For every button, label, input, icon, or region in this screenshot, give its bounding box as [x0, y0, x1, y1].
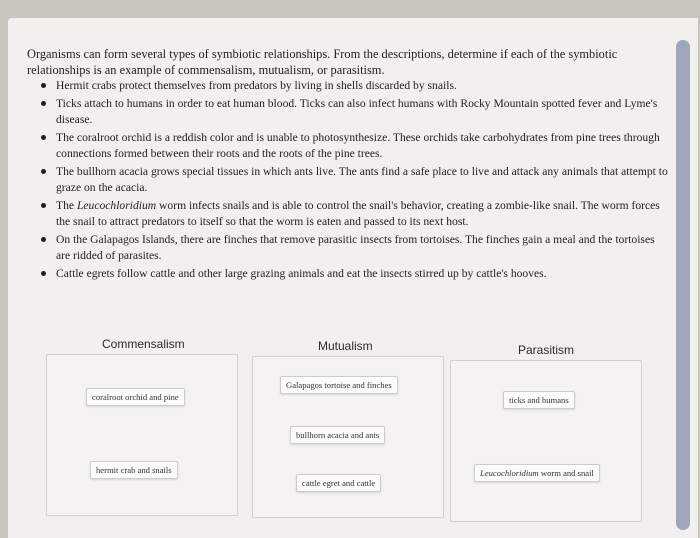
descriptions-list [40, 78, 670, 284]
list-item [40, 78, 670, 94]
card-cattle-egret[interactable]: cattle egret and cattle [296, 474, 381, 492]
card-ticks-humans[interactable]: ticks and humans [503, 391, 575, 409]
description-text: Cattle egrets follow cattle and other large grazing animals and eat the insects stirred up by cattle's hooves. [56, 267, 547, 280]
commensalism-dropzone[interactable] [46, 354, 238, 516]
list-item [40, 266, 670, 282]
list-item [40, 164, 670, 196]
description-text: On the Galapagos Islands, there are finches that remove parasitic insects from tortoises. The finches gain a meal and the tortoises are ridded of parasites. [56, 233, 655, 262]
list-item [40, 130, 670, 162]
mutualism-title: Mutualism [318, 339, 373, 353]
card-coralroot-orchid[interactable]: coralroot orchid and pine [86, 388, 185, 406]
parasitism-dropzone[interactable] [450, 360, 642, 522]
description-italic: Leucochloridium [76, 199, 157, 212]
card-galapagos-tortoise[interactable]: Galapagos tortoise and finches [280, 376, 398, 394]
description-text: The coralroot orchid is a reddish color and is unable to photosynthesize. These orchids take carbohydrates from pine trees through connections formed between their roots and the roots of the pine trees. [56, 131, 660, 160]
scrollbar[interactable] [676, 40, 690, 530]
description-text: Ticks attach to humans in order to eat human blood. Ticks can also infect humans with Rocky Mountain spotted fever and Lyme's disease. [56, 97, 658, 126]
list-item [40, 96, 670, 128]
instructions-text: Organisms can form several types of symbiotic relationships. From the descriptions, determine if each of the symbiotic relationships is an example of commensalism, mutualism, or parasitism. [27, 47, 618, 77]
list-item [40, 198, 670, 230]
description-post: worm infects snails and is able to control the snail's behavior, creating a zombie-like snail. The worm forces the snail to attract predators to itself so that the worm is eaten and passed to its next host. [56, 199, 660, 228]
description-text: The bullhorn acacia grows special tissues in which ants live. The ants find a safe place to live and attack any animals that attempt to graze on the acacia. [56, 165, 668, 194]
card-leucochloridium[interactable] [474, 464, 600, 482]
card-italic: Leucochloridium [480, 468, 539, 478]
description-text: Hermit crabs protect themselves from predators by living in shells discarded by snails. [56, 79, 457, 92]
list-item [40, 232, 670, 264]
card-post: worm and snail [538, 468, 594, 478]
description-pre: The [56, 199, 77, 212]
card-hermit-crab[interactable]: hermit crab and snails [90, 461, 178, 479]
card-bullhorn-acacia[interactable]: bullhorn acacia and ants [290, 426, 385, 444]
commensalism-title: Commensalism [102, 337, 185, 351]
parasitism-title: Parasitism [518, 343, 575, 357]
